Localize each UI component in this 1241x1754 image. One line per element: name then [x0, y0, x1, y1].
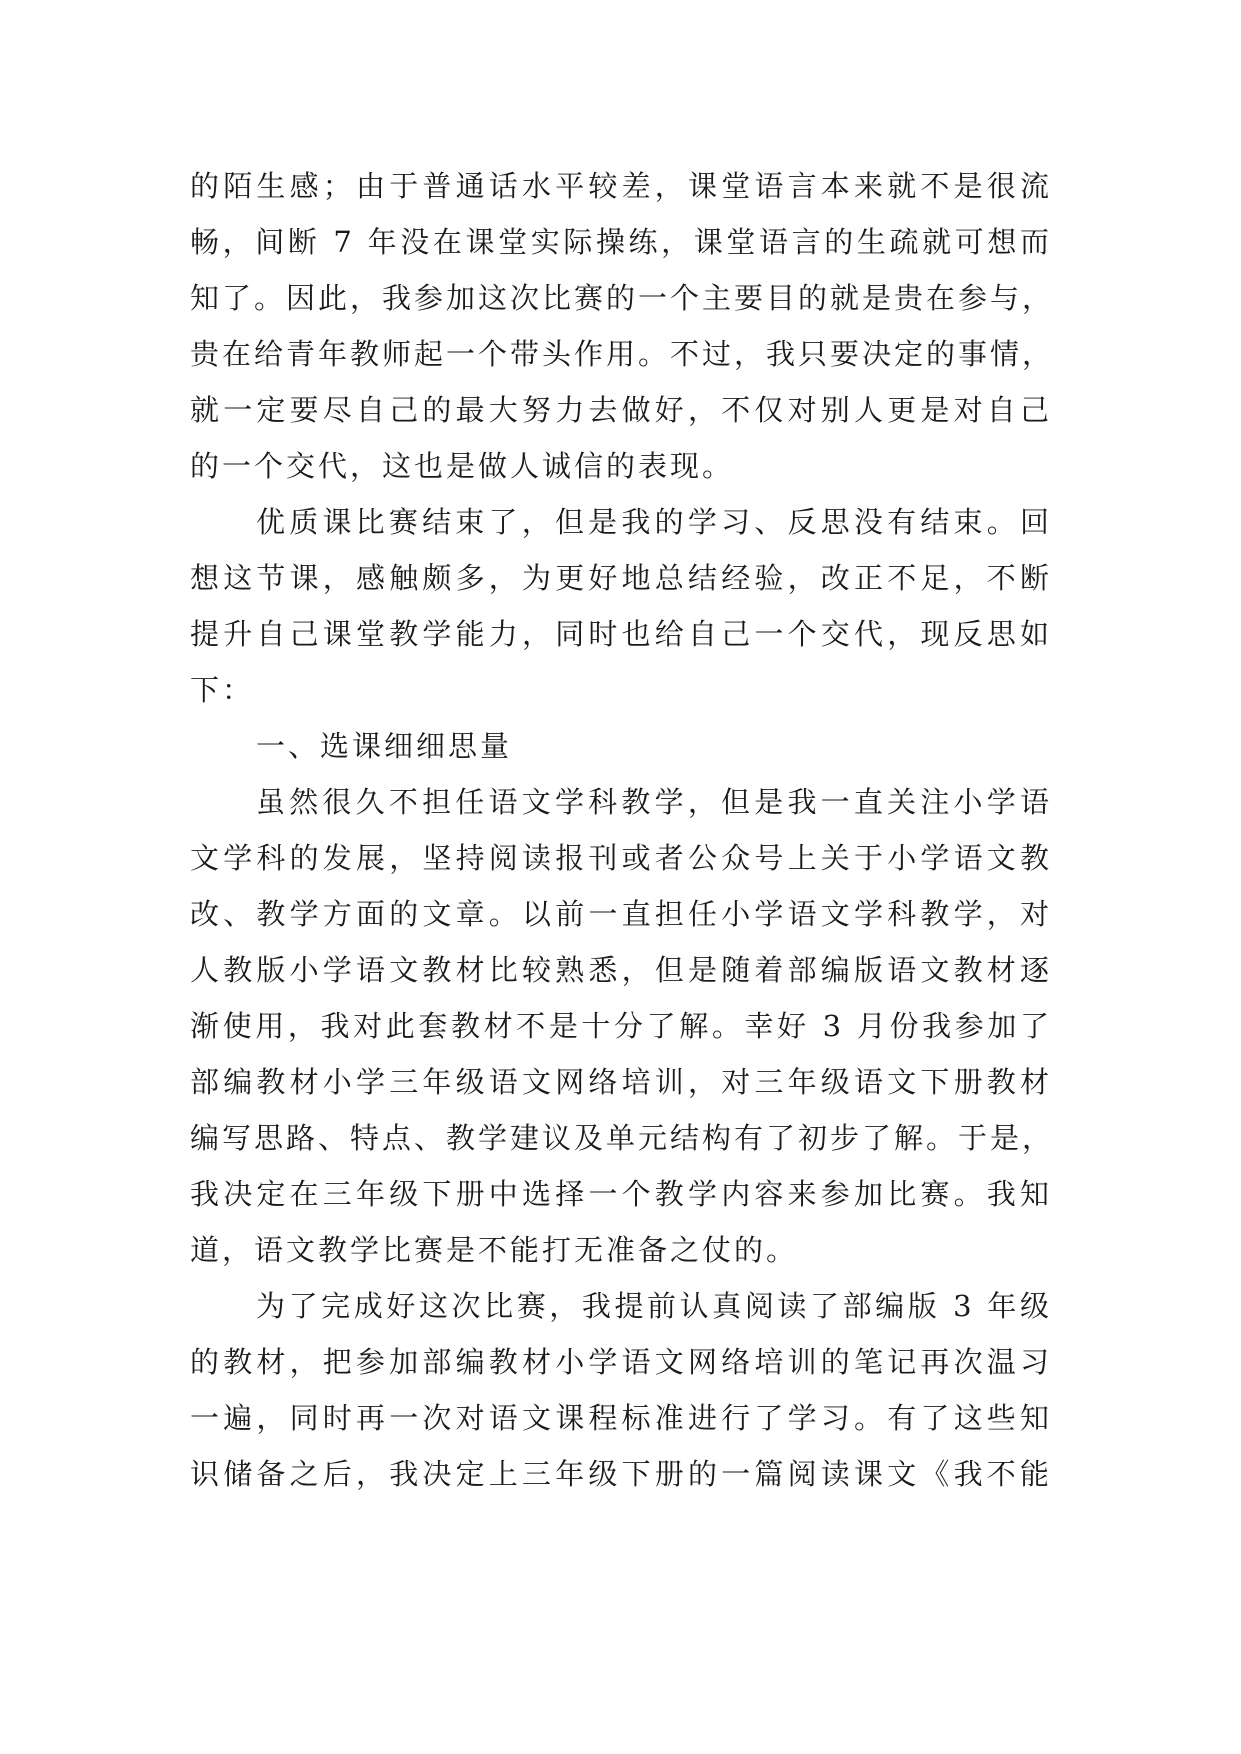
- text-line: 渐使用，我对此套教材不是十分了解。幸好 3 月份我参加了: [190, 1009, 1052, 1043]
- text-line: 贵在给青年教师起一个带头作用。不过，我只要决定的事情，: [190, 337, 1055, 371]
- text-line: 人教版小学语文教材比较熟悉，但是随着部编版语文教材逐: [190, 953, 1052, 987]
- section-heading: [190, 718, 1052, 774]
- text-line: 知了。因此，我参加这次比赛的一个主要目的就是贵在参与，: [190, 281, 1055, 315]
- text-line: 我决定在三年级下册中选择一个教学内容来参加比赛。我知: [190, 1177, 1052, 1211]
- text-line: 想这节课，感触颇多，为更好地总结经验，改正不足，不断: [190, 561, 1052, 595]
- paragraph-2: [190, 494, 1052, 718]
- text-line: 为了完成好这次比赛，我提前认真阅读了部编版 3 年级: [256, 1289, 1052, 1323]
- text-line: 部编教材小学三年级语文网络培训，对三年级语文下册教材: [190, 1065, 1052, 1099]
- paragraph-3: [190, 774, 1055, 1278]
- text-line: 文学科的发展，坚持阅读报刊或者公众号上关于小学语文教: [190, 841, 1052, 875]
- text-line: 一遍，同时再一次对语文课程标准进行了学习。有了这些知: [190, 1401, 1052, 1435]
- text-line: 的一个交代，这也是做人诚信的表现。: [190, 449, 735, 483]
- text-line: 道，语文教学比赛是不能打无准备之仗的。: [190, 1233, 799, 1267]
- text-line: 提升自己课堂教学能力，同时也给自己一个交代，现反思如: [190, 617, 1052, 651]
- paragraph-1: [190, 158, 1055, 494]
- document-body: [190, 158, 1055, 1502]
- text-line: 的陌生感；由于普通话水平较差，课堂语言本来就不是很流: [190, 169, 1052, 203]
- paragraph-4: [190, 1278, 1052, 1502]
- text-line: 的教材，把参加部编教材小学语文网络培训的笔记再次温习: [190, 1345, 1052, 1379]
- text-line: 改、教学方面的文章。以前一直担任小学语文学科教学，对: [190, 897, 1052, 931]
- text-line: 优质课比赛结束了，但是我的学习、反思没有结束。回: [256, 505, 1052, 539]
- heading-text: 一、选课细细思量: [256, 729, 513, 763]
- text-line: 畅，间断 7 年没在课堂实际操练，课堂语言的生疏就可想而: [190, 225, 1052, 259]
- text-line: 虽然很久不担任语文学科教学，但是我一直关注小学语: [256, 785, 1052, 819]
- text-line: 识储备之后，我决定上三年级下册的一篇阅读课文《我不能: [190, 1457, 1052, 1491]
- text-line: 下：: [190, 673, 255, 707]
- text-line: 编写思路、特点、教学建议及单元结构有了初步了解。于是，: [190, 1121, 1055, 1155]
- text-line: 就一定要尽自己的最大努力去做好，不仅对别人更是对自己: [190, 393, 1052, 427]
